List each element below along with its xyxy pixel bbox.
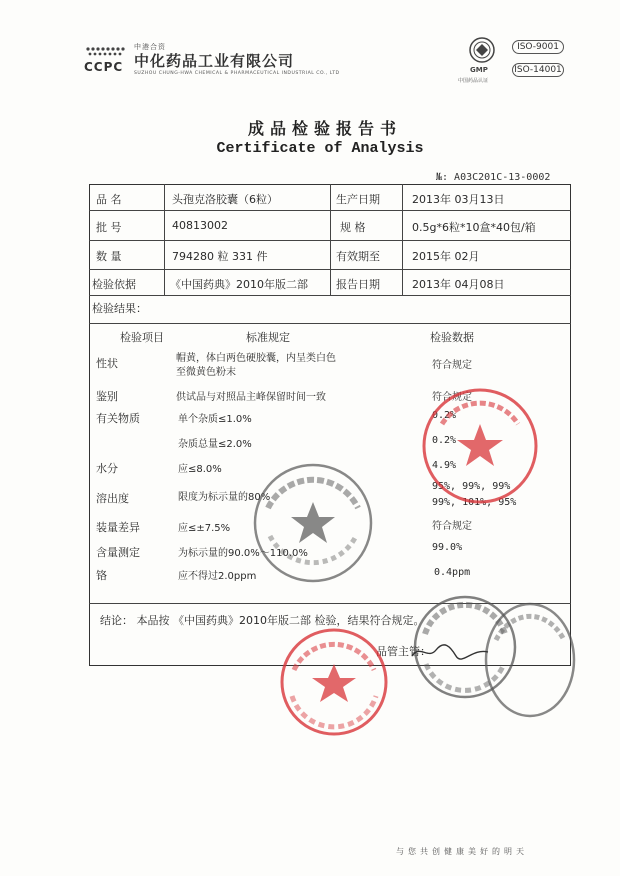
result-data: 4.9% xyxy=(432,460,457,471)
expiry-value: 2015年 02月 xyxy=(412,250,480,263)
qty-value: 794280 粒 331 件 xyxy=(172,250,268,263)
column-header-standard: 标准规定 xyxy=(246,331,290,344)
result-item: 鉴别 xyxy=(96,390,118,403)
spec-label: 规 格 xyxy=(340,221,366,234)
title-en: Certificate of Analysis xyxy=(216,140,424,157)
result-standard: 供试品与对照品主峰保留时间一致 xyxy=(176,392,326,403)
conclusion-text: 结论： 本品按 《中国药典》2010年版二部 检验，结果符合规定。 xyxy=(100,614,425,627)
iso-9001-badge: ISO-9001 xyxy=(512,40,564,54)
result-item: 性状 xyxy=(96,357,118,370)
table-col-rule xyxy=(330,184,331,295)
gmp-subtitle: 中国药品认证 xyxy=(458,78,489,84)
result-data: 99.0% xyxy=(432,542,463,553)
batch-value: 40813002 xyxy=(172,219,228,232)
result-standard: 限度为标示量的80% xyxy=(178,492,271,503)
iso-14001-badge: ISO-14001 xyxy=(512,63,564,77)
result-data: 符合规定 xyxy=(432,392,472,403)
basis-value: 《中国药典》2010年版二部 xyxy=(170,278,308,291)
result-item: 有关物质 xyxy=(96,412,140,425)
company-name-en: SUZHOU CHUNG-HWA CHEMICAL & PHARMACEUTICAL INDUSTRIAL CO., LTD xyxy=(134,71,340,76)
product-value: 头孢克洛胶囊（6粒） xyxy=(172,193,278,206)
result-data: 0.2% xyxy=(432,435,457,446)
document-number: №: A03C201C-13-0002 xyxy=(436,172,551,183)
report-date-value: 2013年 04月08日 xyxy=(412,278,505,291)
result-data: 0.2% xyxy=(432,410,457,421)
product-label: 品 名 xyxy=(96,193,122,206)
results-section-label: 检验结果： xyxy=(92,302,147,315)
company-name: 中化药品工业有限公司 xyxy=(134,52,295,70)
result-item: 溶出度 xyxy=(96,492,129,505)
table-col-rule xyxy=(164,184,165,295)
table-col-rule xyxy=(402,184,403,295)
result-standard: 应不得过2.0ppm xyxy=(178,571,257,582)
result-standard: 应≤8.0% xyxy=(178,464,222,475)
report-date-label: 报告日期 xyxy=(336,278,380,291)
prod-date-label: 生产日期 xyxy=(336,193,380,206)
result-standard: 单个杂质≤1.0% xyxy=(178,414,252,425)
result-item: 水分 xyxy=(96,462,118,475)
result-item: 装量差异 xyxy=(96,521,140,534)
column-header-item: 检验项目 xyxy=(120,331,164,344)
result-item: 含量测定 xyxy=(96,546,140,559)
qa-manager-label: 品管主管： xyxy=(376,645,431,658)
result-data-line2: 99%, 101%, 95% xyxy=(432,497,517,508)
result-item: 铬 xyxy=(96,569,107,582)
table-rule xyxy=(89,295,571,296)
result-data: 95%, 99%, 99% xyxy=(432,481,511,492)
result-standard-line2: 至微黄色粉末 xyxy=(176,367,236,378)
result-standard: 帽黄，体白两色硬胶囊，内呈类白色 xyxy=(176,353,336,364)
gmp-label: GMP xyxy=(470,66,488,74)
result-standard: 杂质总量≤2.0% xyxy=(178,439,252,450)
result-data: 符合规定 xyxy=(432,521,472,532)
table-rule xyxy=(89,603,571,604)
company-jv-label: 中港合资 xyxy=(134,43,166,51)
qa-signature xyxy=(410,642,490,662)
basis-label: 检验依据 xyxy=(92,278,136,291)
ccpc-logo-text: CCPC xyxy=(84,60,124,74)
footer-slogan: 与您共创健康美好的明天 xyxy=(396,847,528,856)
column-header-data: 检验数据 xyxy=(430,331,474,344)
qty-label: 数 量 xyxy=(96,250,122,263)
table-rule xyxy=(89,323,571,324)
batch-label: 批 号 xyxy=(96,221,122,234)
spec-value: 0.5g*6粒*10盒*40包/箱 xyxy=(412,221,536,234)
expiry-label: 有效期至 xyxy=(336,250,380,263)
title-cn: 成品检验报告书 xyxy=(247,119,402,138)
result-standard: 为标示量的90.0%～110.0% xyxy=(178,548,308,559)
prod-date-value: 2013年 03月13日 xyxy=(412,193,505,206)
result-data: 0.4ppm xyxy=(434,567,471,578)
result-data: 符合规定 xyxy=(432,360,472,371)
result-standard: 应≤±7.5% xyxy=(178,523,231,534)
